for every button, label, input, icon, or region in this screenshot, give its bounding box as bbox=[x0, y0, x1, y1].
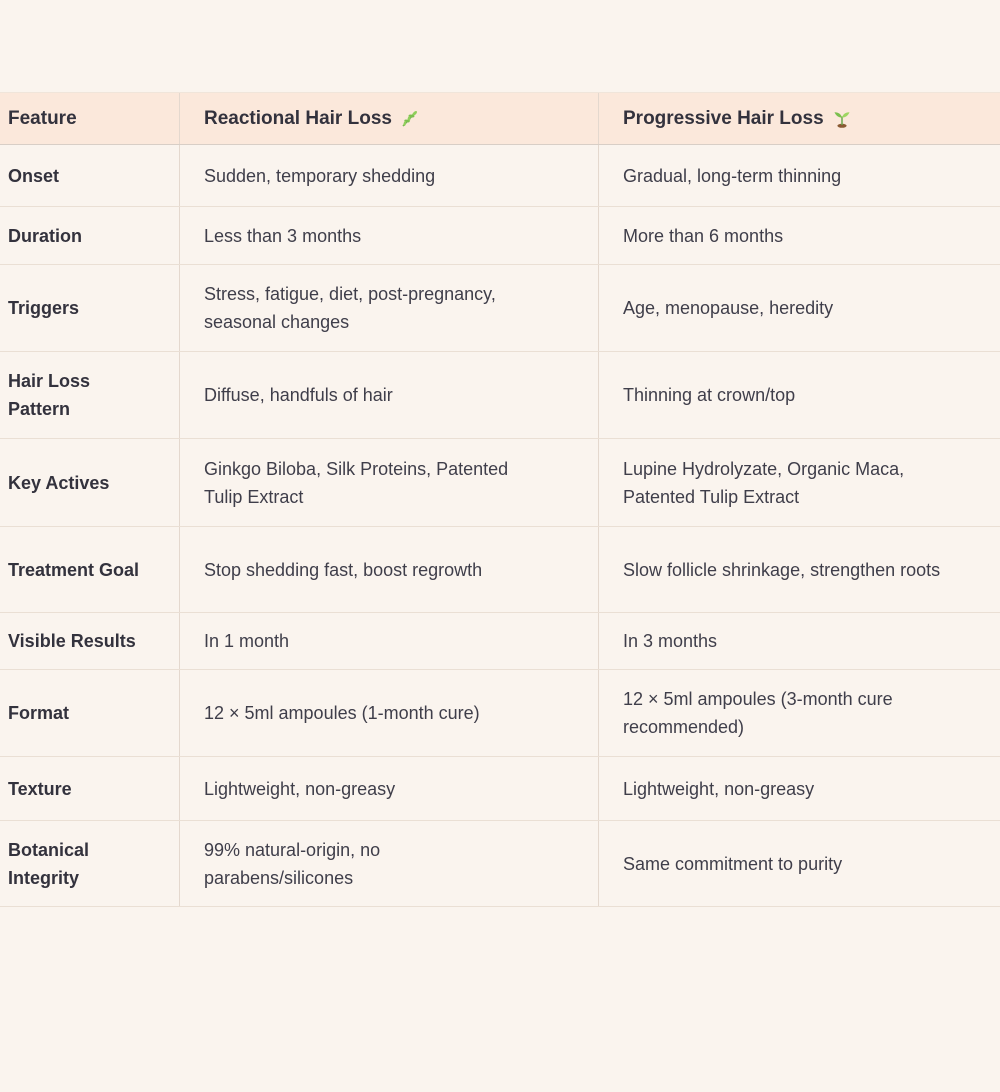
progressive-cell: Gradual, long-term thinning bbox=[598, 145, 1000, 206]
table-row bbox=[0, 670, 1000, 757]
progressive-cell: Lightweight, non-greasy bbox=[598, 757, 1000, 820]
progressive-cell: Slow follicle shrinkage, strengthen roots bbox=[598, 527, 1000, 612]
reactional-cell: Stress, fatigue, diet, post-pregnancy, seasonal changes bbox=[179, 265, 598, 351]
feature-cell: Hair Loss Pattern bbox=[8, 371, 91, 419]
reactional-cell: Less than 3 months bbox=[179, 207, 598, 264]
herb-icon bbox=[400, 109, 420, 129]
table-row bbox=[0, 439, 1000, 527]
reactional-cell: In 1 month bbox=[179, 613, 598, 669]
comparison-table bbox=[0, 92, 1000, 907]
feature-cell: Treatment Goal bbox=[8, 559, 140, 580]
feature-cell: Onset bbox=[8, 165, 60, 186]
feature-cell: Botanical Integrity bbox=[8, 839, 90, 888]
feature-cell: Visible Results bbox=[8, 631, 136, 651]
header-feature: Feature bbox=[0, 93, 179, 144]
progressive-cell: Lupine Hydrolyzate, Organic Maca, Patented Tulip Extract bbox=[598, 439, 1000, 526]
table-row bbox=[0, 145, 1000, 207]
progressive-cell: Thinning at crown/top bbox=[598, 352, 1000, 438]
header-progressive bbox=[598, 93, 1000, 144]
progressive-cell: 12 × 5ml ampoules (3-month cure recommended) bbox=[598, 670, 1000, 756]
reactional-cell: Lightweight, non-greasy bbox=[179, 757, 598, 820]
table-row bbox=[0, 352, 1000, 439]
header-reactional-label: Reactional Hair Loss bbox=[204, 107, 392, 129]
seedling-icon bbox=[832, 109, 852, 129]
progressive-cell: Age, menopause, heredity bbox=[598, 265, 1000, 351]
table-row bbox=[0, 527, 1000, 613]
reactional-cell: Sudden, temporary shedding bbox=[179, 145, 598, 206]
progressive-cell: In 3 months bbox=[598, 613, 1000, 669]
header-reactional bbox=[179, 93, 598, 144]
table-row bbox=[0, 265, 1000, 352]
table-row bbox=[0, 207, 1000, 265]
feature-cell: Duration bbox=[8, 225, 82, 246]
table-row bbox=[0, 757, 1000, 821]
table-header-row bbox=[0, 93, 1000, 145]
reactional-cell: 99% natural-origin, no parabens/silicones bbox=[179, 821, 598, 906]
table-row bbox=[0, 613, 1000, 670]
progressive-cell: More than 6 months bbox=[598, 207, 1000, 264]
table-row bbox=[0, 821, 1000, 907]
feature-cell: Triggers bbox=[8, 298, 80, 318]
reactional-cell: 12 × 5ml ampoules (1-month cure) bbox=[179, 670, 598, 756]
reactional-cell: Diffuse, handfuls of hair bbox=[179, 352, 598, 438]
feature-cell: Key Actives bbox=[8, 472, 110, 493]
feature-cell: Format bbox=[8, 703, 70, 723]
feature-cell: Texture bbox=[8, 778, 72, 799]
progressive-cell: Same commitment to purity bbox=[598, 821, 1000, 906]
reactional-cell: Ginkgo Biloba, Silk Proteins, Patented Tulip Extract bbox=[179, 439, 598, 526]
header-progressive-label: Progressive Hair Loss bbox=[623, 107, 824, 129]
reactional-cell: Stop shedding fast, boost regrowth bbox=[179, 527, 598, 612]
